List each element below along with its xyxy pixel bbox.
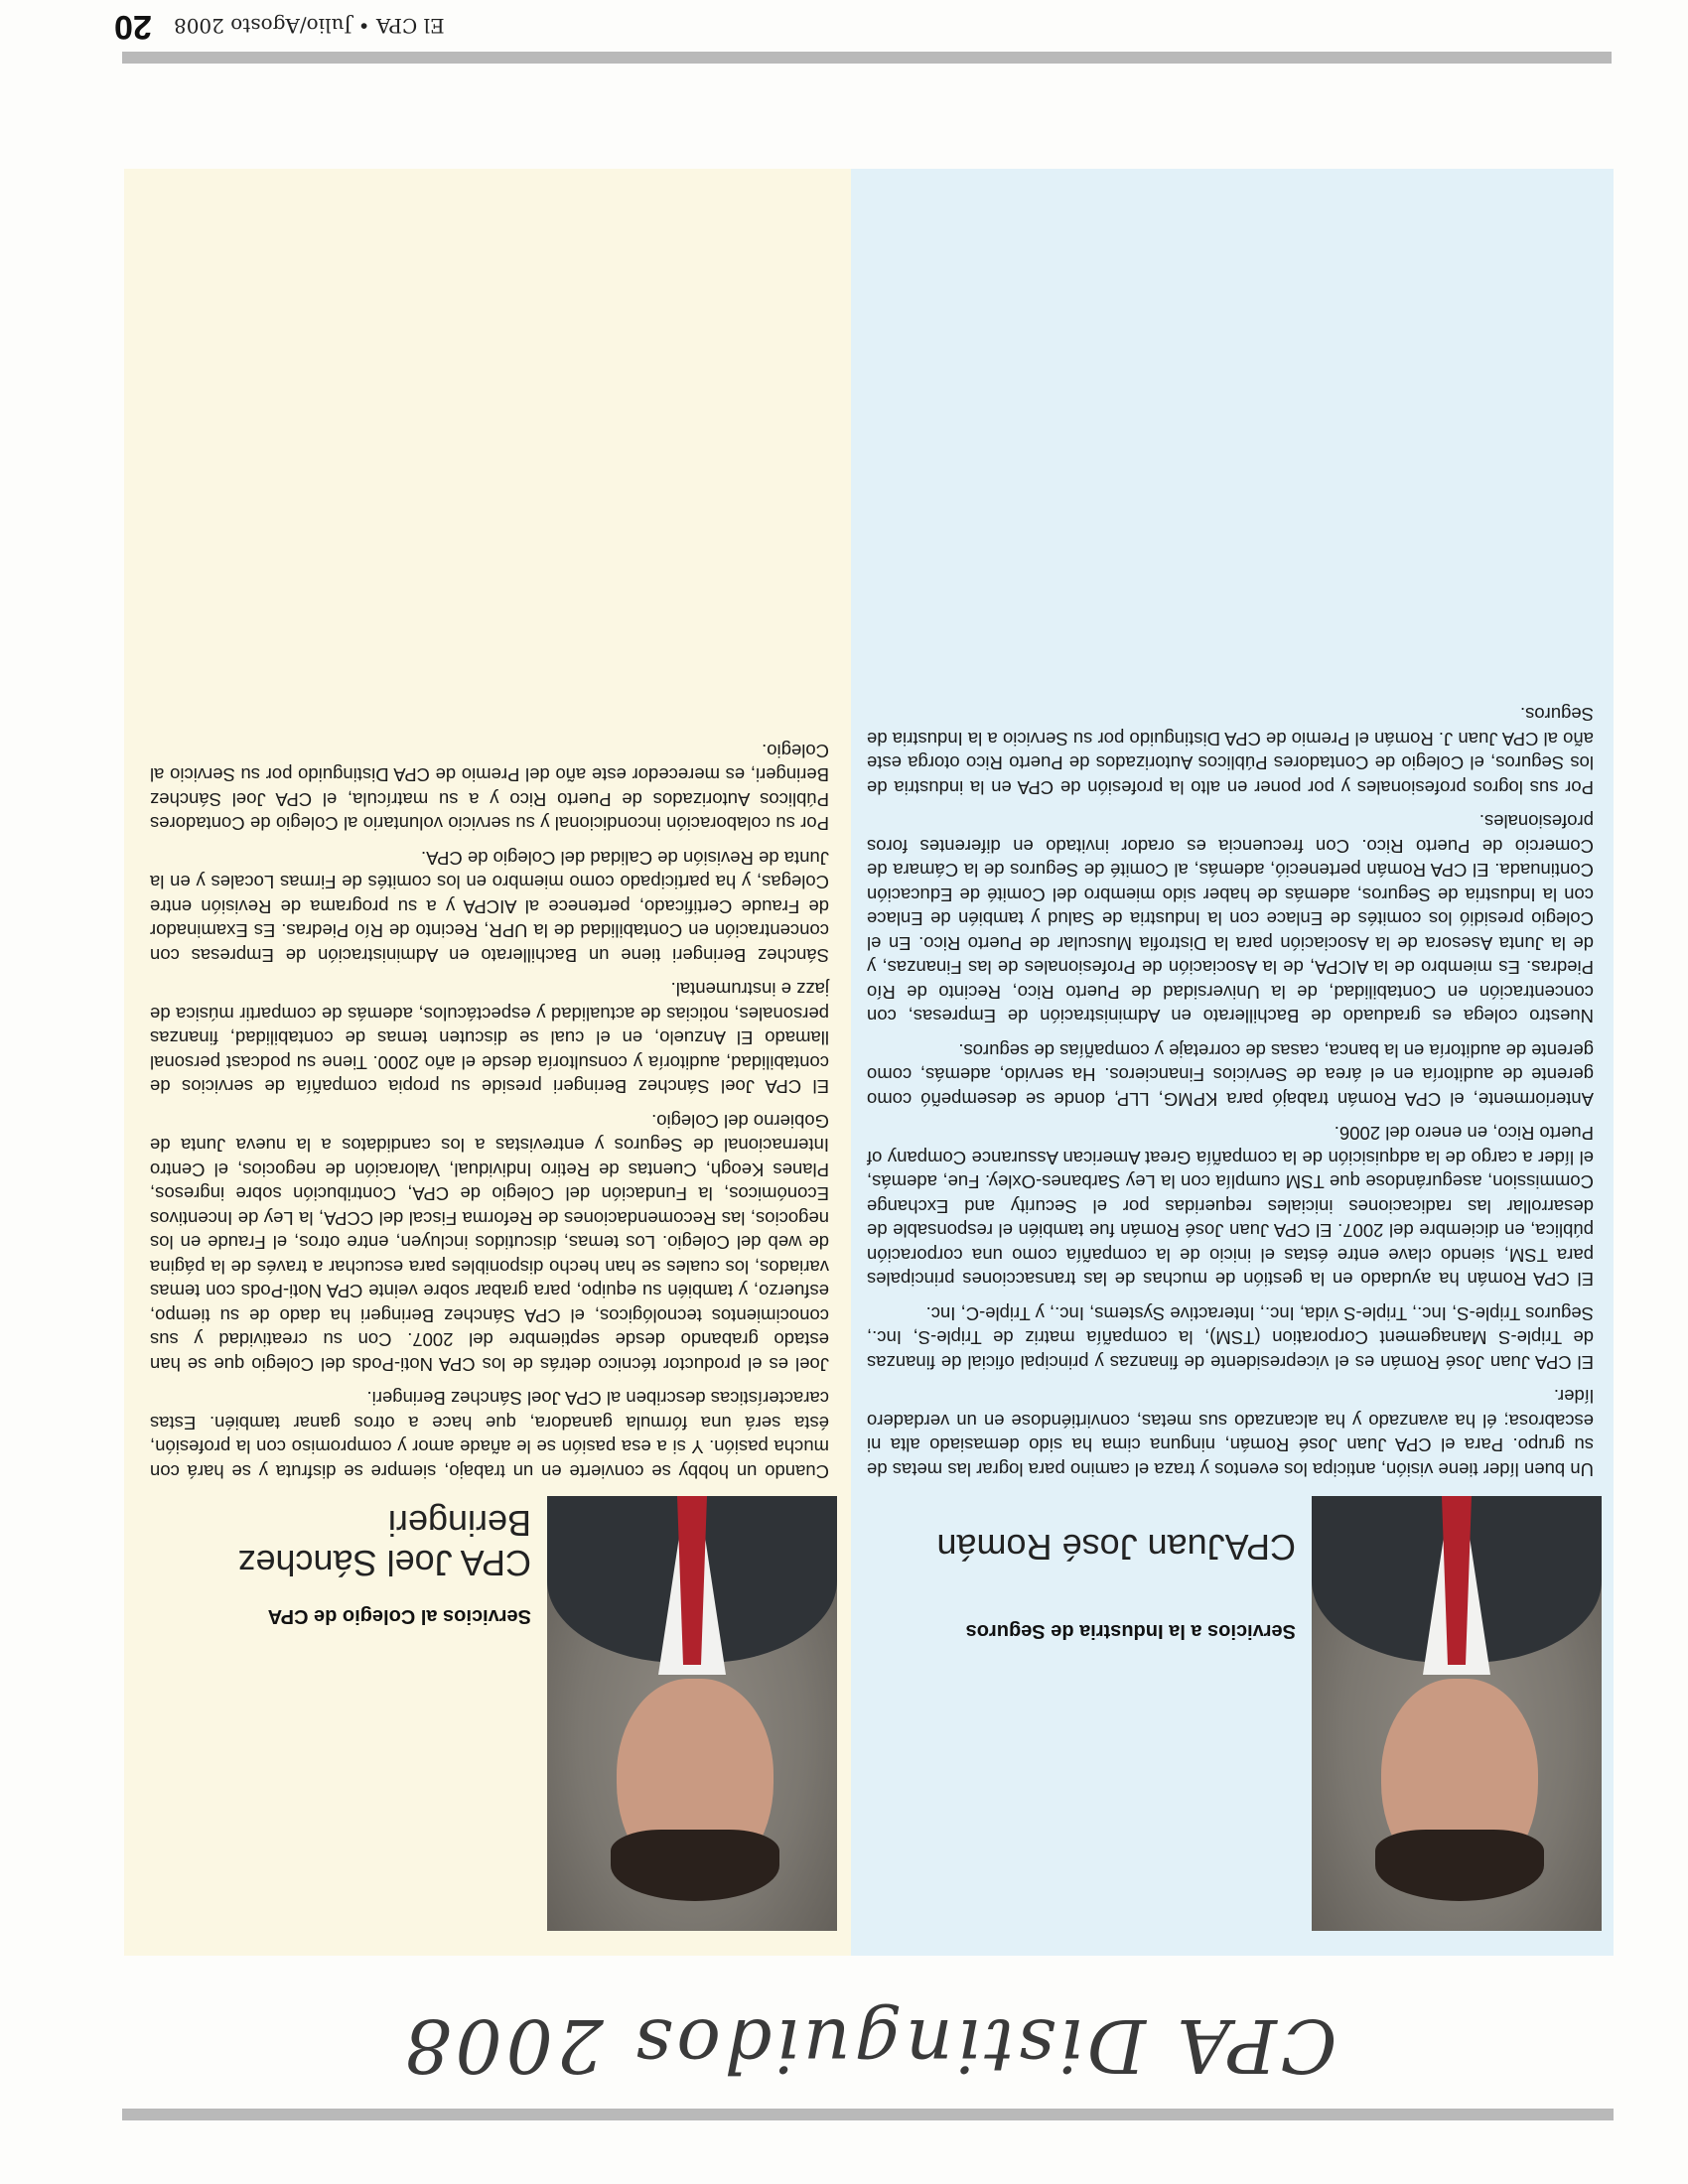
award-category: Servicios al Colegio de CPA bbox=[267, 1605, 531, 1627]
paragraph: Cuando un hobby se convierte en un trabajo, siempre se disfruta y se hará con mucha pasión. Y si a esa pasión se le añade amor y compromiso con la profesión, ésta será una fórmula ganadora, que hace a otros ganar también. Estas características describen al CPA Joel Sánchez Beringeri. bbox=[150, 1388, 829, 1482]
paragraph: El CPA Juan José Román es el vicepresidente de finanzas y principal oficial de finanzas de Triple-S Management Corporation (TSM), la compañía matriz de Triple-S, Inc., Seguros Triple-S, Inc., Triple-S vida, Inc., Interactive Systems, Inc., y Triple-C, Inc. bbox=[867, 1303, 1594, 1373]
paragraph: El CPA Joel Sánchez Beringeri preside su propia compañía de servicios de contabilidad, auditoría y consultoría desde el año 2000. Tiene su podcast personal llamado El Anzuelo, en el cual se discuten temas de contabilidad, finanzas personales, noticias de actualidad y espectáculos, además de compartir música de jazz e instrumental. bbox=[150, 979, 829, 1098]
page-title: CPA Distinguidos 2008 bbox=[400, 2002, 1337, 2088]
paragraph: Por su colaboración incondicional y su servicio voluntario al Colegio de Contadores Públicos Autorizados de Puerto Rico y a su matrícula, el CPA Joel Sánchez Beringeri, es merecedor este año del Premio de CPA Distinguido por su Servicio al Colegio. bbox=[150, 741, 829, 835]
honoree-name: CPA Joel Sánchez Beringeri bbox=[237, 1503, 531, 1583]
paragraph: Por sus logros profesionales y por poner en alto la profesión de CPA en la industria de los Seguros, el Colegio de Contadores Públicos Autorizados de Puerto Rico otorga este año al CPA Juan J. Román el Premio de CPA Distinguido por su Servicio a la Industria de Seguros. bbox=[867, 704, 1594, 798]
profile-panel-sanchez bbox=[124, 169, 851, 1956]
profile-text bbox=[150, 729, 829, 1484]
profile-text bbox=[867, 692, 1594, 1481]
page-number: 20 bbox=[114, 8, 152, 46]
page-footer bbox=[114, 0, 789, 60]
award-category: Servicios a la Industria de Seguros bbox=[965, 1620, 1296, 1642]
honoree-name: CPAJuan José Román bbox=[936, 1527, 1296, 1568]
profile-panel-roman bbox=[847, 169, 1614, 1956]
portrait-photo bbox=[1312, 1496, 1602, 1931]
paragraph: Joel es el productor técnico detrás de los CPA Noti-Pods del Colegio que se han estado grabando desde septiembre del 2007. Con su creatividad y sus conocimientos tecnológicos, el CPA Sánchez Beringeri ha dado de su tiempo, esfuerzo, y también su equipo, para grabar sobre veinte CPA Noti-Pods con temas variados, los cuales se han hecho disponibles para escuchar a través de la página de web del Colegio. Los temas, discutidos incluyen, entre otros, el Fraude en los negocios, las Recomendaciones de Reforma Fiscal del CCPA, la Ley de Incentivos Económicos, la Fundación del Colegio de CPA, Contribución sobre ingresos, Planes Keogh, Cuentas de Retiro Individual, Valoración de negocios, el Centro Internacional de Seguros y entrevistas a los candidatos a la nueva Junta de Gobierno del Colegio. bbox=[150, 1111, 829, 1375]
footer-publication: El CPA • Julio/Agosto 2008 bbox=[174, 14, 445, 38]
paragraph: Sánchez Beringeri tiene un Bachillerato en Administración de Empresas con concentración en Contabilidad de la UPR, Recinto de Río Piedras. Es Examinador de Fraude Certificado, pertenece al AICPA y a su programa de Revisión entre Colegas, y ha participado como miembro en los comités de Firmas Locales y en la Junta de Revisión de Calidad del Colegio de CPA. bbox=[150, 848, 829, 966]
paragraph: Anteriormente, el CPA Román trabajó para KPMG, LLP, donde se desempeñó como gerente de auditoría en el área de Servicios Financieros. Ha servido, además, como gerente de auditoría en la banca, casas de corretaje y compañías de seguros. bbox=[867, 1040, 1594, 1110]
paragraph: Un buen líder tiene visión, anticipa los eventos y traza el camino para lograr las metas de su grupo. Para el CPA Juan José Román, ninguna cima ha sido demasiado alta ni escabrosa; él ha avanzado y ha alcanzado sus metas, convirtiéndose en un verdadero líder. bbox=[867, 1386, 1594, 1480]
portrait-photo bbox=[547, 1496, 837, 1931]
paragraph: El CPA Román ha ayudado en la gestión de muchas de las transacciones principales para TSM, siendo clave entre éstas el inicio de la compañía como una corporación pública, en diciembre del 2007. El CPA Juan José Román fue también el responsable de desarrollar las radicaciones iniciales requeridas por el Security and Exchange Commission, asegurándose que TSM cumplía con la Ley Sarbanes-Oxley. Fue, además, el líder a cargo de la adquisición de la compañía Great American Assurance Company of Puerto Rico, en enero del 2006. bbox=[867, 1123, 1594, 1291]
top-rule bbox=[122, 2109, 1614, 2120]
paragraph: Nuestro colega es graduado de Bachillerato en Administración de Empresas, con concentración en Contabilidad, de la Universidad de Puerto Rico, Recinto de Río Piedras. Es miembro de la AICPA, de la Asociación de Profesionales de las Finanzas, y de la Junta Asesora de la Asociación para la Distrofia Muscular de Puerto Rico. En el Colegio presidió los comités de Enlace con la Industria de Salud y también de Enlace con la Industria de Seguros, además de haber sido miembro del Comité de Educación Continuada. El CPA Román perteneció, además, al Comité de Seguros de la Cámara de Comercio de Puerto Rico. Con frecuencia es orador invitado en diferentes foros profesionales. bbox=[867, 811, 1594, 1027]
